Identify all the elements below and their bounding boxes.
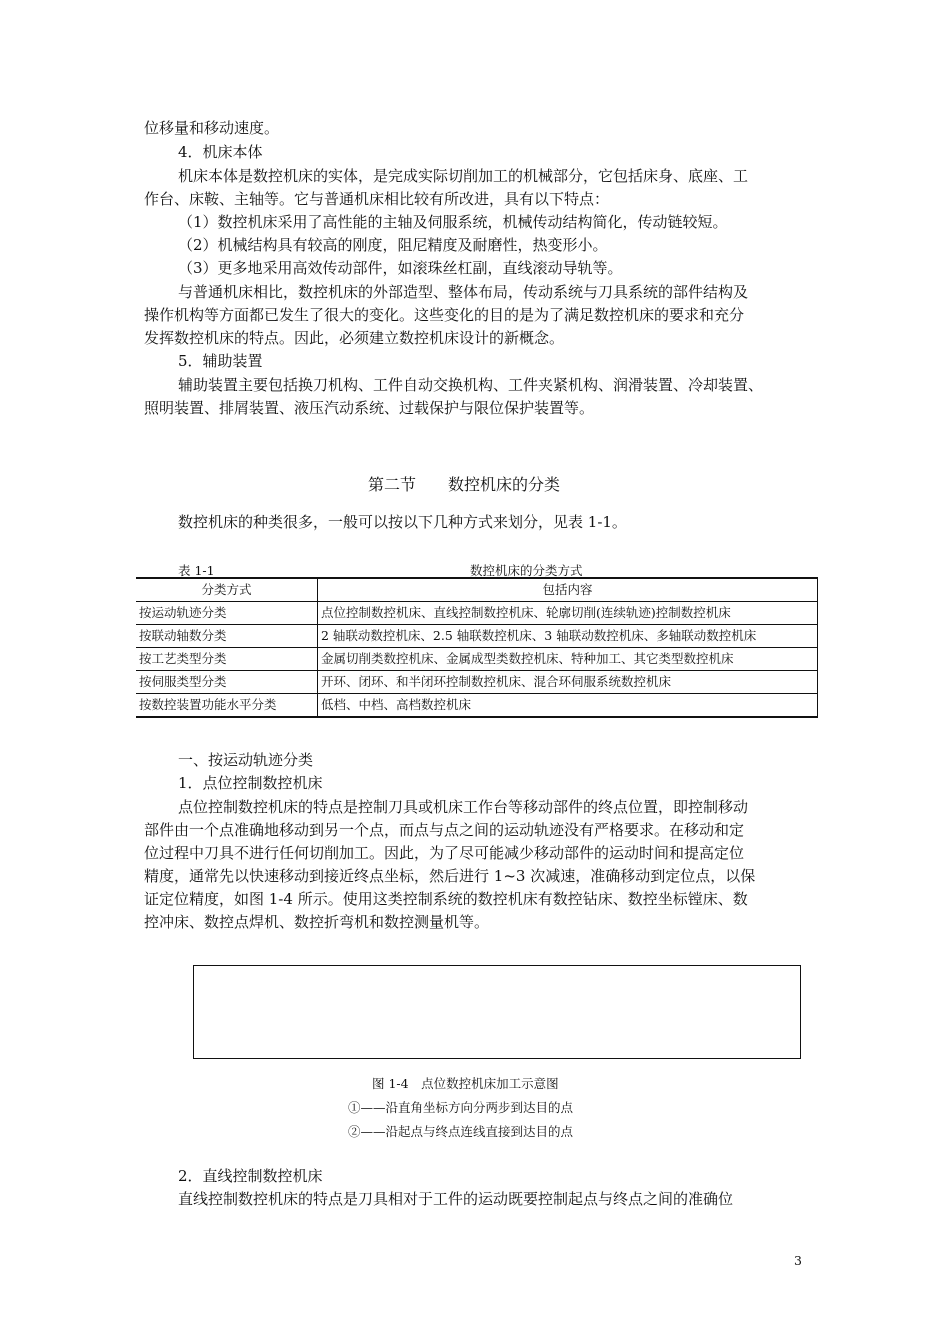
- table-cell: 按运动轨迹分类: [136, 602, 318, 625]
- section-intro: 数控机床的种类很多，一般可以按以下几种方式来划分，见表 1-1。: [178, 513, 627, 531]
- table-cell: 按数控装置功能水平分类: [136, 694, 318, 718]
- table-label: 表 1-1: [178, 563, 215, 578]
- classification-table: [136, 577, 818, 718]
- subsection-heading: 1．点位控制数控机床: [178, 774, 323, 792]
- header-content: 包括内容: [318, 578, 818, 602]
- text-line: 位过程中刀具不进行任何切削加工。因此，为了尽可能减少移动部件的运动时间和提高定位: [144, 844, 745, 862]
- text-line: 点位控制数控机床的特点是控制刀具或机床工作台等移动部件的终点位置，即控制移动: [178, 798, 749, 816]
- text-line: 作台、床鞍、主轴等。它与普通机床相比较有所改进，具有以下特点：: [144, 190, 610, 208]
- list-item: （3）更多地采用高效传动部件，如滚珠丝杠副，直线滚动导轨等。: [178, 259, 623, 277]
- text-line: 直线控制数控机床的特点是刀具相对于工件的运动既要控制起点与终点之间的准确位: [178, 1190, 734, 1208]
- list-item: （1）数控机床采用了高性能的主轴及伺服系统，机械传动结构简化，传动链较短。: [178, 213, 728, 231]
- table-row: [136, 648, 818, 671]
- table-row: [136, 625, 818, 648]
- figure-note: ②——沿起点与终点连线直接到达目的点: [348, 1124, 574, 1139]
- table-row: [136, 694, 818, 718]
- table-cell: 2 轴联动数控机床、2.5 轴联数控机床、3 轴联动数控机床、多轴联动数控机床: [318, 625, 818, 648]
- section-title: 第二节 数控机床的分类: [368, 475, 561, 494]
- text-line: 辅助装置主要包括换刀机构、工件自动交换机构、工件夹紧机构、润滑装置、冷却装置、: [178, 376, 764, 394]
- heading-machine-body: 4．机床本体: [178, 143, 263, 161]
- table-row: [136, 602, 818, 625]
- header-method: 分类方式: [136, 578, 318, 602]
- text-line: 操作机构等方面都已发生了很大的变化。这些变化的目的是为了满足数控机床的要求和充分: [144, 306, 745, 324]
- figure-note: ①——沿直角坐标方向分两步到达目的点: [348, 1100, 574, 1115]
- figure-caption: 图 1-4 点位数控机床加工示意图: [372, 1076, 559, 1091]
- table-cell: 点位控制数控机床、直线控制数控机床、轮廓切削(连续轨迹)控制数控机床: [318, 602, 818, 625]
- text-line: 机床本体是数控机床的实体，是完成实际切削加工的机械部分，它包括床身、底座、工: [178, 167, 749, 185]
- table-caption: 数控机床的分类方式: [470, 563, 583, 578]
- table-cell: 按工艺类型分类: [136, 648, 318, 671]
- table-cell: 按联动轴数分类: [136, 625, 318, 648]
- table-cell: 金属切削类数控机床、金属成型类数控机床、特种加工、其它类型数控机床: [318, 648, 818, 671]
- text-line: 发挥数控机床的特点。因此，必须建立数控机床设计的新概念。: [144, 329, 565, 347]
- list-item: （2）机械结构具有较高的刚度，阻尼精度及耐磨性，热变形小。: [178, 236, 608, 254]
- text-line: 部件由一个点准确地移动到另一个点，而点与点之间的运动轨迹没有严格要求。在移动和定: [144, 821, 745, 839]
- text-line: 精度，通常先以快速移动到接近终点坐标，然后进行 1~3 次减速，准确移动到定位点，以保: [144, 867, 756, 885]
- table-header-row: [136, 578, 818, 602]
- table-cell: 开环、闭环、和半闭环控制数控机床、混合环伺服系统数控机床: [318, 671, 818, 694]
- text-line: 位移量和移动速度。: [144, 119, 280, 137]
- table-cell: 按伺服类型分类: [136, 671, 318, 694]
- subsection-heading: 一、按运动轨迹分类: [178, 751, 314, 769]
- heading-aux-device: 5．辅助装置: [178, 352, 263, 370]
- page-number: 3: [794, 1253, 802, 1268]
- subsection-heading: 2．直线控制数控机床: [178, 1167, 323, 1185]
- text-line: 控冲床、数控点焊机、数控折弯机和数控测量机等。: [144, 913, 490, 931]
- table-cell: 低档、中档、高档数控机床: [318, 694, 818, 718]
- text-line: 与普通机床相比，数控机床的外部造型、整体布局，传动系统与刀具系统的部件结构及: [178, 283, 749, 301]
- text-line: 照明装置、排屑装置、液压汽动系统、过载保护与限位保护装置等。: [144, 399, 595, 417]
- table-row: [136, 671, 818, 694]
- figure-frame: [193, 965, 801, 1059]
- text-line: 证定位精度，如图 1-4 所示。使用这类控制系统的数控机床有数控钻床、数控坐标镗床、数: [144, 890, 748, 908]
